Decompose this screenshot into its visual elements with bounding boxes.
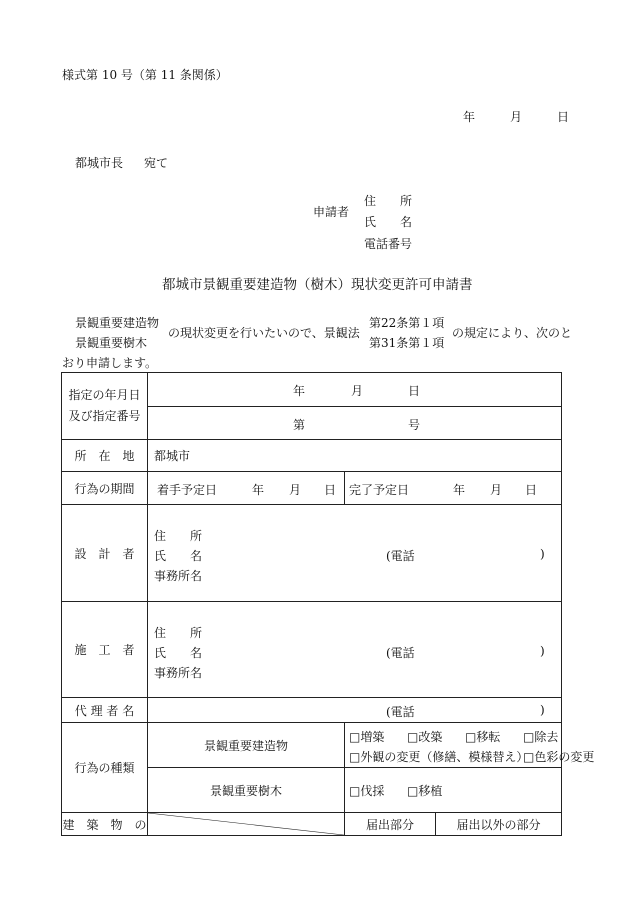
designer-phone-close: ) bbox=[540, 547, 545, 561]
date-day: 日 bbox=[557, 110, 570, 124]
tree-label: 景観重要樹木 bbox=[148, 768, 345, 813]
agent-label: 代 理 者 名 bbox=[62, 698, 148, 723]
constructor-office: 事務所名 bbox=[154, 666, 203, 680]
designation-label bbox=[62, 373, 148, 440]
intro-middle: の現状変更を行いたいので、景観法 bbox=[168, 326, 360, 340]
constructor-name: 氏 名 bbox=[154, 646, 203, 660]
addressee-name: 都城市長 bbox=[75, 156, 124, 170]
agent-cell[interactable] bbox=[148, 698, 562, 723]
date-year: 年 bbox=[463, 110, 476, 124]
number-suffix: 号 bbox=[408, 418, 421, 432]
location-value: 都城市 bbox=[154, 449, 191, 463]
start-label: 着手予定日 bbox=[157, 483, 218, 497]
intro-ending: の規定により、次のと bbox=[452, 326, 573, 340]
building-label: 景観重要建造物 bbox=[148, 723, 345, 768]
constructor-label: 施 工 者 bbox=[62, 602, 148, 698]
option-transplant[interactable]: □移植 bbox=[407, 784, 443, 798]
addressee-suffix: 宛て bbox=[144, 156, 169, 170]
start-day: 日 bbox=[324, 483, 337, 497]
constructor-address: 住 所 bbox=[154, 626, 203, 640]
end-day: 日 bbox=[525, 483, 538, 497]
option-color-change[interactable]: □色彩の変更 bbox=[523, 750, 595, 764]
start-month: 月 bbox=[289, 483, 302, 497]
designation-number-cell[interactable] bbox=[148, 407, 562, 440]
option-rebuild[interactable]: □改築 bbox=[407, 730, 443, 744]
agent-phone-open: (電話 bbox=[386, 705, 415, 719]
tree-options-cell bbox=[345, 768, 562, 813]
constructor-phone-open: (電話 bbox=[386, 646, 415, 660]
intro-article1: 第22条第１項 bbox=[369, 316, 445, 330]
other-part-label: 届出以外の部分 bbox=[436, 813, 562, 836]
intro-target1: 景観重要建造物 bbox=[75, 316, 160, 330]
start-date-cell[interactable] bbox=[148, 472, 345, 505]
date-month: 月 bbox=[510, 110, 523, 124]
designation-year: 年 bbox=[293, 384, 306, 398]
intro-line2: おり申請します。 bbox=[62, 356, 158, 370]
period-label: 行為の期間 bbox=[62, 472, 148, 505]
applicant-phone: 電話番号 bbox=[364, 237, 413, 251]
intro-target2: 景観重要樹木 bbox=[75, 336, 148, 350]
end-year: 年 bbox=[453, 483, 466, 497]
constructor-phone-close: ) bbox=[540, 644, 545, 658]
diagonal-line bbox=[148, 813, 344, 835]
option-exterior-change[interactable]: □外観の変更（修繕、模様替え） bbox=[349, 750, 529, 764]
agent-phone-close: ) bbox=[540, 703, 545, 717]
designer-name: 氏 名 bbox=[154, 549, 203, 563]
designation-label-line1: 指定の年月日 bbox=[68, 388, 141, 402]
option-felling[interactable]: □伐採 bbox=[349, 784, 385, 798]
designation-label-line2: 及び指定番号 bbox=[68, 409, 141, 423]
end-label: 完了予定日 bbox=[349, 483, 410, 497]
option-relocation[interactable]: □移転 bbox=[465, 730, 501, 744]
option-extension[interactable]: □増築 bbox=[349, 730, 385, 744]
designation-date-cell[interactable] bbox=[148, 373, 562, 407]
form-number: 様式第 10 号（第 11 条関係） bbox=[62, 68, 228, 82]
notified-part-label: 届出部分 bbox=[345, 813, 436, 836]
applicant-name: 氏 名 bbox=[364, 215, 413, 229]
application-table bbox=[61, 372, 595, 836]
location-label: 所 在 地 bbox=[62, 440, 148, 472]
action-type-label: 行為の種類 bbox=[62, 723, 148, 813]
designer-address: 住 所 bbox=[154, 529, 203, 543]
bottom-label: 建 築 物 の bbox=[62, 813, 148, 836]
applicant-label: 申請者 bbox=[313, 205, 350, 219]
number-prefix: 第 bbox=[293, 418, 306, 432]
start-year: 年 bbox=[252, 483, 265, 497]
applicant-address: 住 所 bbox=[364, 194, 413, 208]
designer-cell[interactable] bbox=[148, 505, 562, 602]
building-options-cell bbox=[345, 723, 595, 768]
intro-article2: 第31条第１項 bbox=[369, 336, 445, 350]
designation-month: 月 bbox=[351, 384, 364, 398]
designation-day: 日 bbox=[408, 384, 421, 398]
document-title: 都城市景観重要建造物（樹木）現状変更許可申請書 bbox=[162, 277, 473, 293]
location-cell[interactable] bbox=[148, 440, 562, 472]
option-removal[interactable]: □除去 bbox=[523, 730, 559, 744]
diagonal-cell bbox=[148, 813, 345, 836]
constructor-cell[interactable] bbox=[148, 602, 562, 698]
end-month: 月 bbox=[490, 483, 503, 497]
designer-phone-open: (電話 bbox=[386, 549, 415, 563]
designer-office: 事務所名 bbox=[154, 569, 203, 583]
designer-label: 設 計 者 bbox=[62, 505, 148, 602]
end-date-cell[interactable] bbox=[345, 472, 562, 505]
